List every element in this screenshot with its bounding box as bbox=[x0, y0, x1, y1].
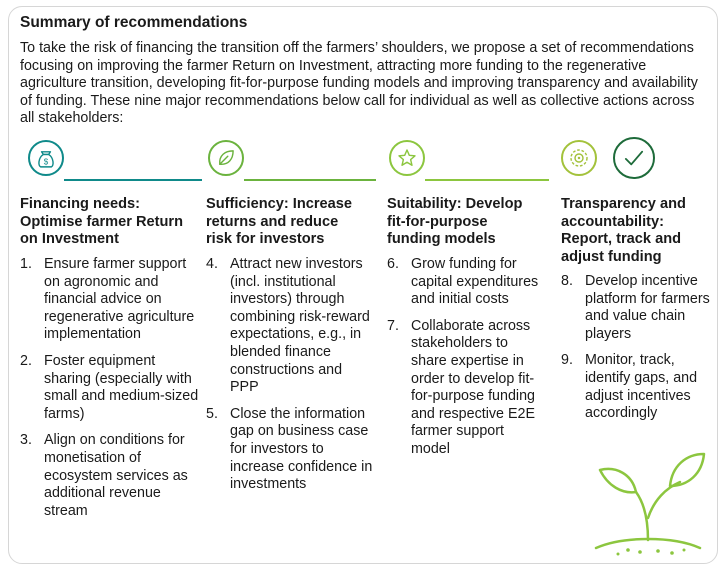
divider-line bbox=[425, 179, 549, 181]
list-item: 1. Ensure farmer support on agronomic and financial advice on regenerative agriculture implementation bbox=[20, 256, 195, 343]
checkmark-icon bbox=[613, 137, 655, 179]
divider-line bbox=[64, 179, 202, 181]
recommendation-list bbox=[387, 256, 543, 468]
list-item: 5. Close the information gap on business case for investors to increase confidence in investments bbox=[206, 405, 373, 493]
money-bag-icon bbox=[28, 140, 64, 176]
column-transparency bbox=[561, 140, 711, 422]
svg-text:$: $ bbox=[43, 157, 49, 167]
intro-paragraph: To take the risk of financing the transition off the farmers’ shoulders, we propose a set of recommendations focusing on improving the farmer Return on Investment, attracting more funding to the regenerative agriculture transition, developing fit-for-purpose funding models and improving transparency and availability of funding. These nine major recommendations below call for individual as well as collective actions across all stakeholders: bbox=[20, 40, 698, 127]
list-item: 2. Foster equipment sharing (especially with small and medium-sized farms) bbox=[20, 352, 199, 422]
list-item: 8. Develop incentive platform for farmers and value chain players bbox=[561, 273, 710, 342]
list-item: 6. Grow funding for capital expenditures and initial costs bbox=[387, 256, 539, 308]
star-icon bbox=[389, 140, 425, 176]
recommendation-list bbox=[561, 273, 711, 432]
column-heading: Financing needs: Optimise farmer Return on Investment bbox=[20, 196, 184, 247]
column-sufficiency bbox=[206, 140, 376, 493]
column-financing-needs bbox=[20, 140, 202, 519]
list-item: 4. Attract new investors (incl. institutional investors) through combining risk-reward expectations, e.g., in blended finance constructions and PPP bbox=[206, 256, 370, 396]
divider-line bbox=[244, 179, 376, 181]
column-heading: Suitability: Develop fit-for-purpose funding models bbox=[387, 196, 523, 247]
column-heading: Transparency and accountability: Report, track and adjust funding bbox=[561, 196, 686, 265]
target-icon bbox=[561, 140, 597, 176]
recommendation-list bbox=[20, 256, 202, 529]
recommendation-list bbox=[206, 256, 374, 503]
list-item: 9. Monitor, track, identify gaps, and adjust incentives accordingly bbox=[561, 352, 698, 422]
page-title: Summary of recommendations bbox=[20, 14, 248, 31]
sprout-illustration-icon bbox=[588, 448, 708, 556]
leaf-icon bbox=[208, 140, 244, 176]
column-suitability bbox=[387, 140, 547, 457]
column-heading: Sufficiency: Increase returns and reduce risk for investors bbox=[206, 196, 353, 247]
list-item: 3. Align on conditions for monetisation of ecosystem services as additional revenue stream bbox=[20, 432, 188, 519]
list-item: 7. Collaborate across stakeholders to share expertise in order to develop fit-for-purpose funding and respective E2E farmer support model bbox=[387, 317, 535, 457]
